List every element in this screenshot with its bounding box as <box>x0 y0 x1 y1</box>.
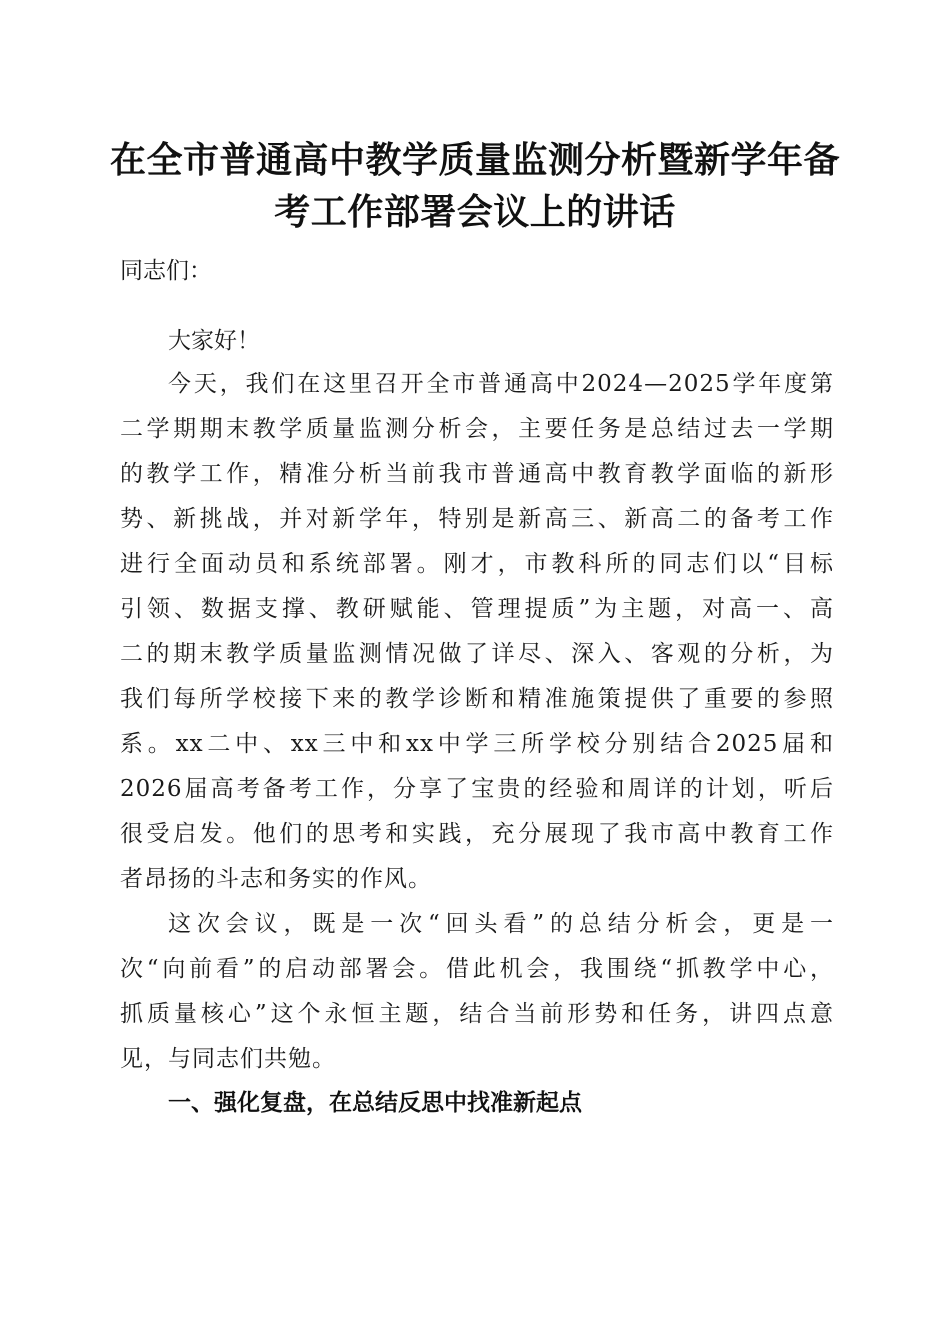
paragraph-line: 见，与同志们共勉。 <box>120 1046 336 1072</box>
paragraph-line: 很受启发。他们的思考和实践，充分展现了我市高中教育工作 <box>120 821 834 847</box>
paragraph-line: 我们每所学校接下来的教学诊断和精准施策提供了重要的参照 <box>120 686 834 712</box>
salutation: 同志们： <box>120 258 212 284</box>
paragraph-line: 引领、数据支撑、教研赋能、管理提质”为主题，对高一、高 <box>120 596 834 622</box>
paragraph-line: 系。xx二中、xx三中和xx中学三所学校分别结合2025届和 <box>120 731 834 757</box>
title-line-2: 考工作部署会议上的讲话 <box>274 191 676 233</box>
paragraph-line: 抓质量核心”这个永恒主题，结合当前形势和任务，讲四点意 <box>120 1001 834 1027</box>
paragraph-line: 的教学工作，精准分析当前我市普通高中教育教学面临的新形 <box>120 461 834 487</box>
title-line-1: 在全市普通高中教学质量监测分析暨新学年备 <box>109 139 840 181</box>
document-title <box>100 134 850 238</box>
paragraph-line: 今天，我们在这里召开全市普通高中2024—2025学年度第 <box>168 371 834 397</box>
paragraph-line: 者昂扬的斗志和务实的作风。 <box>120 866 432 892</box>
paragraph-1 <box>120 362 834 902</box>
paragraph-line: 二的期末教学质量监测情况做了详尽、深入、客观的分析，为 <box>120 641 834 667</box>
paragraph-line: 势、新挑战，并对新学年，特别是新高三、新高二的备考工作 <box>120 506 834 532</box>
paragraph-line: 次“向前看”的启动部署会。借此机会，我围绕“抓教学中心， <box>120 956 834 982</box>
paragraph-line: 2026届高考备考工作，分享了宝贵的经验和周详的计划，听后 <box>120 776 834 802</box>
paragraph-line: 进行全面动员和系统部署。刚才，市教科所的同志们以“目标 <box>120 551 834 577</box>
paragraph-line: 二学期期末教学质量监测分析会，主要任务是总结过去一学期 <box>120 416 834 442</box>
paragraph-2 <box>120 902 834 1082</box>
section-heading: 一、强化复盘，在总结反思中找准新起点 <box>168 1090 582 1116</box>
paragraph-line: 这次会议，既是一次“回头看”的总结分析会，更是一 <box>168 911 834 937</box>
greeting: 大家好！ <box>168 328 260 354</box>
